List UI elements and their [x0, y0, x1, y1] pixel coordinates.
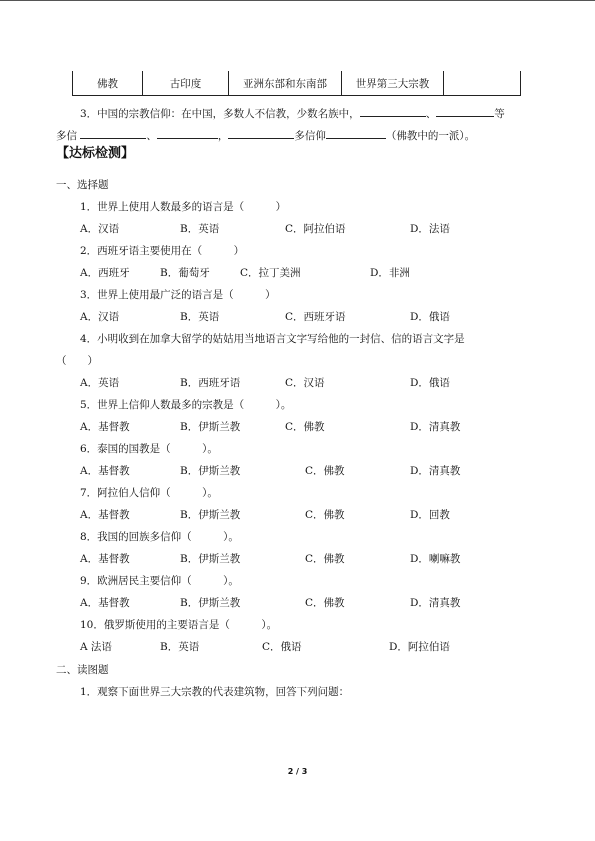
answer-blank[interactable] [80, 127, 146, 139]
question-2-stem: 2．西班牙语主要使用在（ ） [80, 245, 245, 257]
section-heading: 【达标检测】 [56, 146, 135, 161]
answer-blank[interactable] [228, 127, 294, 139]
question-6-stem: 6．泰国的国教是（ ）。 [80, 443, 218, 455]
page-number: 2 / 3 [287, 767, 308, 776]
question-3-option-c[interactable]: C．西班牙语 [285, 311, 346, 323]
question-8-option-b[interactable]: B．伊斯兰教 [180, 553, 241, 565]
question-2-option-b[interactable]: B．葡萄牙 [160, 267, 210, 279]
question-1-option-a[interactable]: A．汉语 [80, 223, 120, 235]
question-1-option-c[interactable]: C．阿拉伯语 [285, 223, 346, 235]
separator: 、 [146, 130, 157, 142]
question-8-stem: 8．我国的回族多信仰（ ）。 [80, 531, 239, 543]
question-4-option-b[interactable]: B．西班牙语 [180, 377, 241, 389]
question-9-option-b[interactable]: B．伊斯兰教 [180, 597, 241, 609]
question-7-option-b[interactable]: B．伊斯兰教 [180, 509, 241, 521]
question-9-stem: 9．欧洲居民主要信仰（ ）。 [80, 575, 239, 587]
question-4-option-d[interactable]: D．俄语 [410, 377, 450, 389]
question-3-text: 3．中国的宗教信仰：在中国，多数人不信教，少数名族中， [80, 108, 360, 120]
question-2-option-d[interactable]: D．非洲 [370, 267, 410, 279]
question-3-option-d[interactable]: D．俄语 [410, 311, 450, 323]
question-1-stem: 1．世界上使用人数最多的语言是（ ） [80, 201, 287, 213]
answer-blank[interactable] [326, 127, 386, 139]
table-cell-empty [444, 71, 520, 95]
question-4-option-a[interactable]: A．英语 [80, 377, 120, 389]
table-cell-religion: 佛教 [73, 71, 143, 95]
question-8-option-d[interactable]: D．喇嘛教 [410, 553, 461, 565]
question-3-line-1 [80, 105, 505, 121]
question-6-option-b[interactable]: B．伊斯兰教 [180, 465, 241, 477]
question-8-option-c[interactable]: C．佛教 [305, 553, 345, 565]
question-4-option-c[interactable]: C．汉语 [285, 377, 325, 389]
question-3-option-b[interactable]: B．英语 [180, 311, 220, 323]
question-6-option-a[interactable]: A．基督教 [80, 465, 130, 477]
question-4-stem: 4．小明收到在加拿大留学的姑姑用当地语言文字写给他的一封信、信的语言文字是 [80, 333, 465, 345]
question-10-option-b[interactable]: B．英语 [160, 641, 200, 653]
top-rule [0, 0, 595, 1]
question-7-option-a[interactable]: A．基督教 [80, 509, 130, 521]
question-3-option-a[interactable]: A．汉语 [80, 311, 120, 323]
question-10-option-c[interactable]: C．俄语 [262, 641, 302, 653]
answer-blank[interactable] [360, 105, 426, 117]
question-3-text: （佛教中的一派）。 [385, 130, 476, 142]
part-2-question-1: 1．观察下面世界三大宗教的代表建筑物，回答下列问题： [80, 686, 350, 698]
question-1-option-b[interactable]: B．英语 [180, 223, 220, 235]
separator: ， [217, 130, 229, 142]
question-2-option-a[interactable]: A．西班牙 [80, 267, 130, 279]
table-cell-note: 世界第三大宗教 [342, 71, 444, 95]
question-5-option-b[interactable]: B．伊斯兰教 [180, 421, 241, 433]
question-2-option-c[interactable]: C．拉丁美洲 [240, 267, 301, 279]
separator: 、 [425, 108, 437, 120]
question-6-option-d[interactable]: D．清真教 [410, 465, 461, 477]
question-8-option-a[interactable]: A．基督教 [80, 553, 130, 565]
question-5-option-c[interactable]: C．佛教 [285, 421, 325, 433]
question-5-option-a[interactable]: A．基督教 [80, 421, 130, 433]
question-3-stem: 3．世界上使用最广泛的语言是（ ） [80, 289, 276, 301]
question-3-text: 等 [494, 108, 505, 120]
answer-blank[interactable] [157, 127, 218, 139]
question-1-option-d[interactable]: D．法语 [410, 223, 450, 235]
question-7-option-c[interactable]: C．佛教 [305, 509, 345, 521]
question-7-option-d[interactable]: D．回教 [410, 509, 450, 521]
question-5-stem: 5．世界上信仰人数最多的宗教是（ ）。 [80, 399, 292, 411]
question-10-stem: 10．俄罗斯使用的主要语言是（ ）。 [80, 619, 278, 631]
question-3-text: 多信 [56, 130, 81, 142]
question-6-option-c[interactable]: C．佛教 [305, 465, 345, 477]
question-5-option-d[interactable]: D．清真教 [410, 421, 461, 433]
table-cell-origin: 古印度 [143, 71, 229, 95]
question-10-option-a[interactable]: A 法语 [80, 641, 112, 653]
question-3-text: 多信仰 [294, 130, 326, 142]
part-1-title: 一、选择题 [56, 179, 109, 191]
question-9-option-c[interactable]: C．佛教 [305, 597, 345, 609]
question-7-stem: 7．阿拉伯人信仰（ ）。 [80, 487, 218, 499]
question-9-option-a[interactable]: A．基督教 [80, 597, 130, 609]
question-4-stem-cont: （ ） [56, 355, 98, 367]
religion-table-row [72, 71, 521, 96]
question-3-line-2 [56, 127, 475, 143]
answer-blank[interactable] [436, 105, 494, 117]
part-2-title: 二、读图题 [56, 664, 109, 676]
question-9-option-d[interactable]: D．清真教 [410, 597, 461, 609]
table-cell-region: 亚洲东部和东南部 [229, 71, 342, 95]
question-10-option-d[interactable]: D．阿拉伯语 [389, 641, 450, 653]
